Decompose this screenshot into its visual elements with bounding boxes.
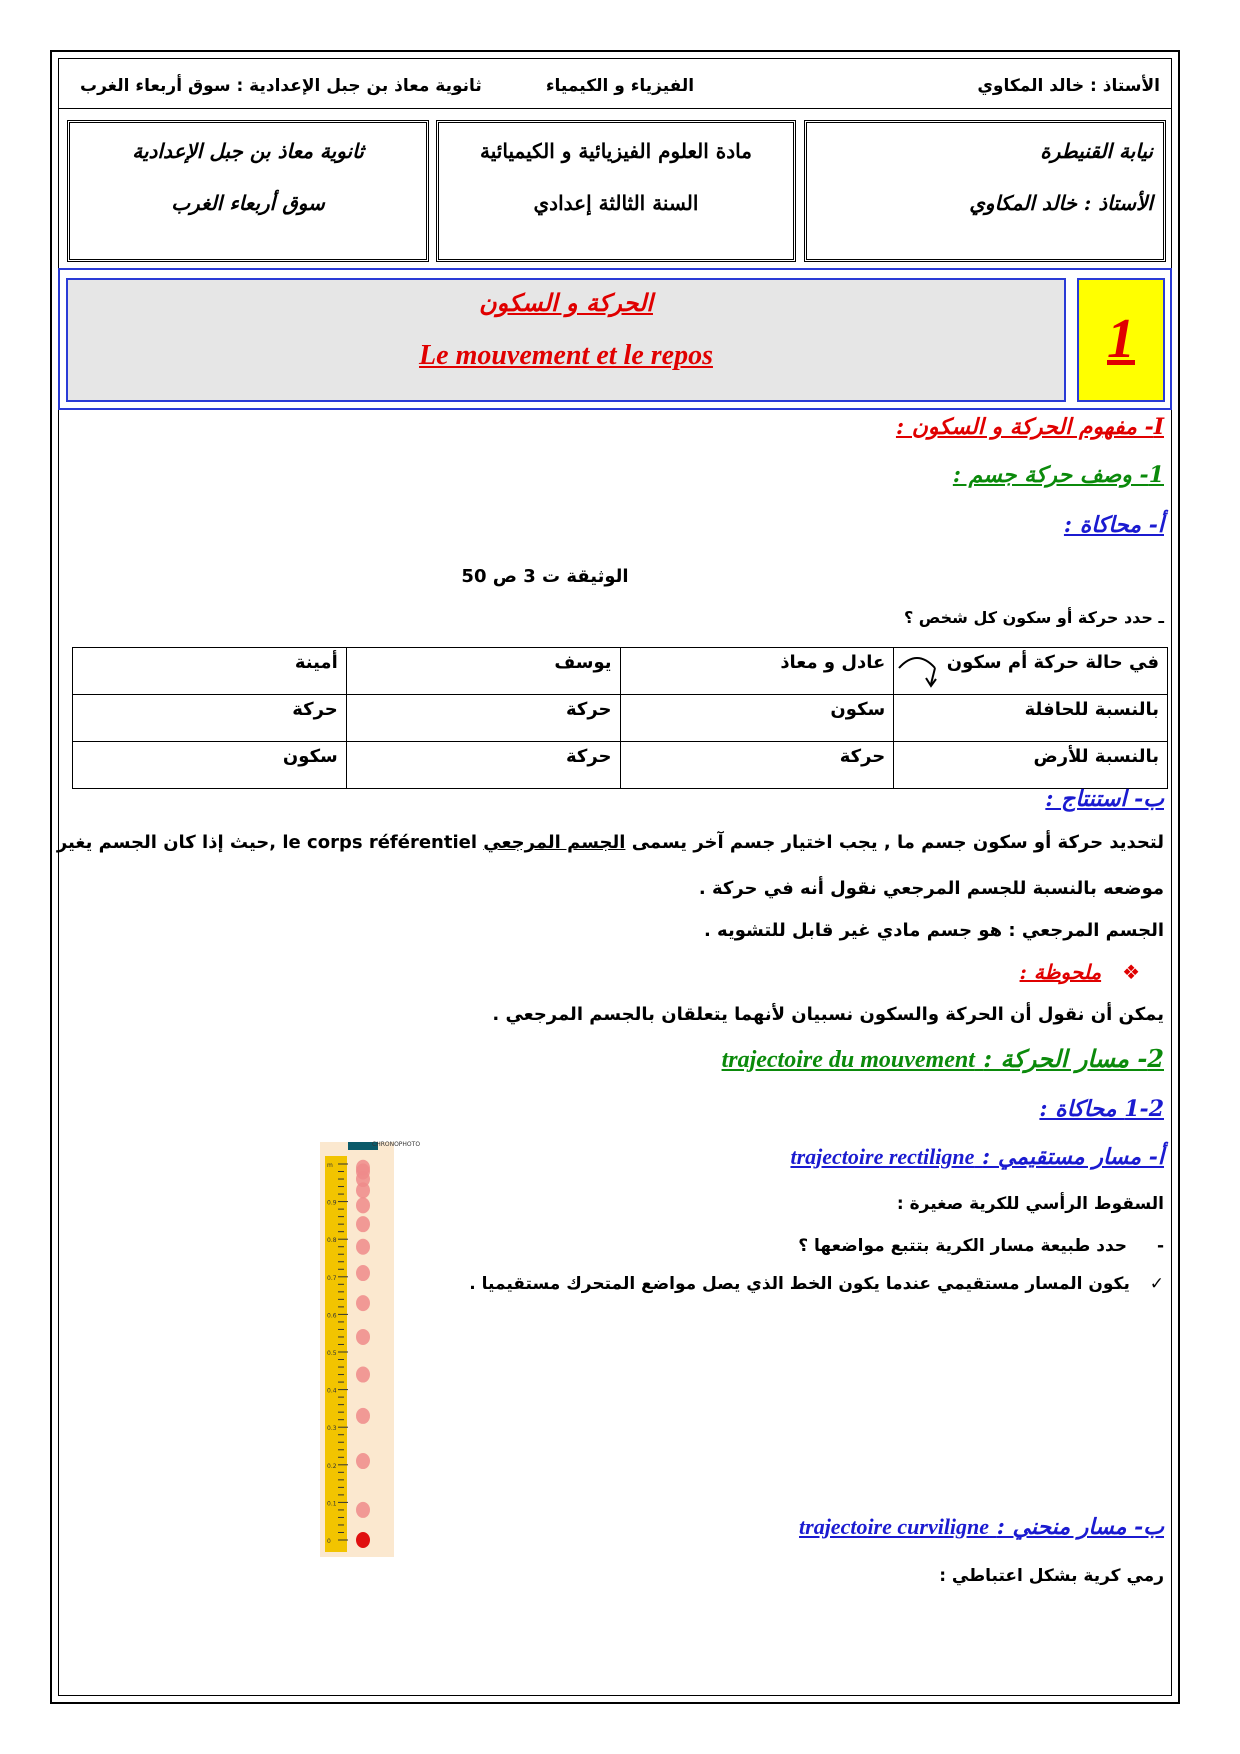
- ruler-tick-label: 0.6: [327, 1312, 337, 1320]
- ball-position: [356, 1408, 370, 1424]
- header-divider: [58, 108, 1172, 109]
- ball-position: [356, 1197, 370, 1213]
- table-question: ـ حدد حركة أو سكون كل شخص ؟: [903, 608, 1164, 627]
- table-cell: سكون: [73, 742, 347, 789]
- section-2-heading: [722, 1044, 1164, 1074]
- lesson-number-box: [1077, 278, 1165, 402]
- section-2-b-ar: ب- مسار منحني :: [996, 1514, 1164, 1540]
- table-cell: حركة: [73, 695, 347, 742]
- conclusion-term-fr: le corps référentiel: [282, 832, 477, 853]
- ball-position: [356, 1239, 370, 1255]
- section-2-fr: trajectoire du mouvement: [721, 1047, 975, 1073]
- box-directorate-line1: نيابة القنيطرة: [1040, 139, 1153, 163]
- box-directorate-line2: الأستاذ : خالد المكاوي: [969, 191, 1153, 215]
- section-2-1-heading: 1-2 محاكاة :: [1039, 1096, 1164, 1122]
- conclusion-part1: لتحديد حركة أو سكون جسم ما , يجب اختيار جسم آخر يسمى: [631, 832, 1164, 853]
- fall-description: السقوط الرأسي للكرية صغيرة :: [896, 1194, 1164, 1214]
- question-2: [798, 1236, 1164, 1256]
- motion-table: [72, 647, 1168, 789]
- table-header-cell: أمينة: [73, 648, 347, 695]
- table-row: [73, 695, 1168, 742]
- conclusion-part2: ,حيث إذا كان الجسم يغير: [56, 832, 277, 853]
- checkmark-icon: ✓: [1149, 1274, 1164, 1294]
- section-2-a-heading: [790, 1144, 1164, 1170]
- ball-position: [356, 1532, 370, 1548]
- figure-label: CHRONOPHOTO: [372, 1141, 421, 1148]
- lesson-title-fr: Le mouvement et le repos: [419, 340, 713, 371]
- ruler-tick-label: 0.8: [327, 1237, 337, 1245]
- box-subject-line2: السنة الثالثة إعدادي: [533, 191, 699, 215]
- ball-position: [356, 1453, 370, 1469]
- lesson-number: 1: [1107, 308, 1135, 370]
- section-1-a-heading: أ- محاكاة :: [1063, 512, 1164, 538]
- ball-position: [356, 1216, 370, 1232]
- ruler-tick-label: 0.7: [327, 1274, 337, 1282]
- note-heading: [1020, 960, 1140, 984]
- ruler-tick-label: 0.1: [327, 1500, 337, 1508]
- section-2-a-ar: أ- مسار مستقيمي :: [982, 1144, 1164, 1170]
- box-school: [67, 120, 429, 262]
- answer-2: [469, 1274, 1164, 1294]
- conclusion-line-1: [56, 832, 1164, 853]
- ruler-tick-label: 0.4: [327, 1387, 337, 1395]
- reference-definition: الجسم المرجعي : هو جسم مادي غير قابل للتشويه .: [703, 920, 1164, 941]
- answer-2-text: يكون المسار مستقيمي عندما يكون الخط الذي يصل مواضع المتحرك مستقيميا .: [469, 1274, 1130, 1294]
- ruler-tick-label: 0: [327, 1538, 331, 1545]
- box-school-line1: ثانوية معاذ بن جبل الإعدادية: [132, 139, 364, 163]
- table-header-cell: يوسف: [346, 648, 620, 695]
- section-1-b-heading: ب- استنتاج :: [1045, 786, 1164, 812]
- header-subject: الفيزياء و الكيمياء: [545, 76, 695, 96]
- ruler-tick-label: 0.5: [327, 1350, 337, 1357]
- header-school: ثانوية معاذ بن جبل الإعدادية : سوق أربعاء الغرب: [80, 76, 482, 96]
- note-bullet-icon: ❖: [1122, 960, 1140, 984]
- ball-position: [356, 1367, 370, 1383]
- ball-position: [356, 1295, 370, 1311]
- table-header-row: [73, 648, 1168, 695]
- ruler-tick-label: 0.2: [327, 1462, 337, 1470]
- section-1-1-heading: 1- وصف حركة جسم :: [952, 462, 1164, 488]
- ruler-tick-label: m: [327, 1162, 333, 1169]
- table-header-state: في حالة حركة أم سكون: [946, 652, 1159, 673]
- section-2-ar: 2- مسار الحركة :: [983, 1044, 1164, 1073]
- table-cell: سكون: [620, 695, 894, 742]
- ruler-tick-label: 0.9: [327, 1199, 337, 1207]
- question-2-dash: -: [1156, 1236, 1164, 1256]
- header-teacher: الأستاذ : خالد المكاوي: [977, 76, 1160, 96]
- section-2-b-fr: trajectoire curviligne: [799, 1514, 990, 1539]
- table-row: [73, 742, 1168, 789]
- table-cell: حركة: [346, 742, 620, 789]
- table-header-cell: [894, 648, 1168, 695]
- ball-position: [356, 1502, 370, 1518]
- chronophoto-figure: [320, 1141, 421, 1557]
- box-school-line2: سوق أربعاء الغرب: [171, 191, 325, 215]
- curved-arrow-icon: [895, 650, 939, 690]
- table-cell: حركة: [620, 742, 894, 789]
- section-2-a-fr: trajectoire rectiligne: [790, 1144, 975, 1169]
- ruler-graphic: [320, 1142, 394, 1557]
- box-subject: [436, 120, 796, 262]
- note-text: يمكن أن نقول أن الحركة والسكون نسبيان لأنهما يتعلقان بالجسم المرجعي .: [492, 1004, 1164, 1025]
- conclusion-line-2: موضعه بالنسبة للجسم المرجعي نقول أنه في حركة .: [698, 878, 1164, 899]
- ruler-tick-label: 0.3: [327, 1425, 337, 1433]
- box-directorate: [804, 120, 1166, 262]
- lesson-title-ar: الحركة و السكون: [479, 288, 653, 317]
- table-cell: بالنسبة للأرض: [894, 742, 1168, 789]
- throw-description: رمي كرية بشكل اعتباطي :: [939, 1566, 1164, 1586]
- section-2-b-heading: [799, 1514, 1164, 1540]
- question-2-text: حدد طبيعة مسار الكرية بتتبع مواضعها ؟: [798, 1236, 1128, 1256]
- ball-position: [356, 1329, 370, 1345]
- ball-position: [356, 1182, 370, 1198]
- lesson-title-panel: [66, 278, 1066, 402]
- table-cell: بالنسبة للحافلة: [894, 695, 1168, 742]
- table-header-cell: عادل و معاذ: [620, 648, 894, 695]
- ball-position: [356, 1265, 370, 1281]
- document-reference: الوثيقة ت 3 ص 50: [461, 566, 629, 587]
- section-1-heading: I- مفهوم الحركة و السكون :: [895, 414, 1164, 440]
- conclusion-term: الجسم المرجعي: [483, 832, 626, 853]
- box-subject-line1: مادة العلوم الفيزيائية و الكيميائية: [480, 139, 752, 163]
- table-cell: حركة: [346, 695, 620, 742]
- note-title: ملحوظة :: [1019, 960, 1102, 984]
